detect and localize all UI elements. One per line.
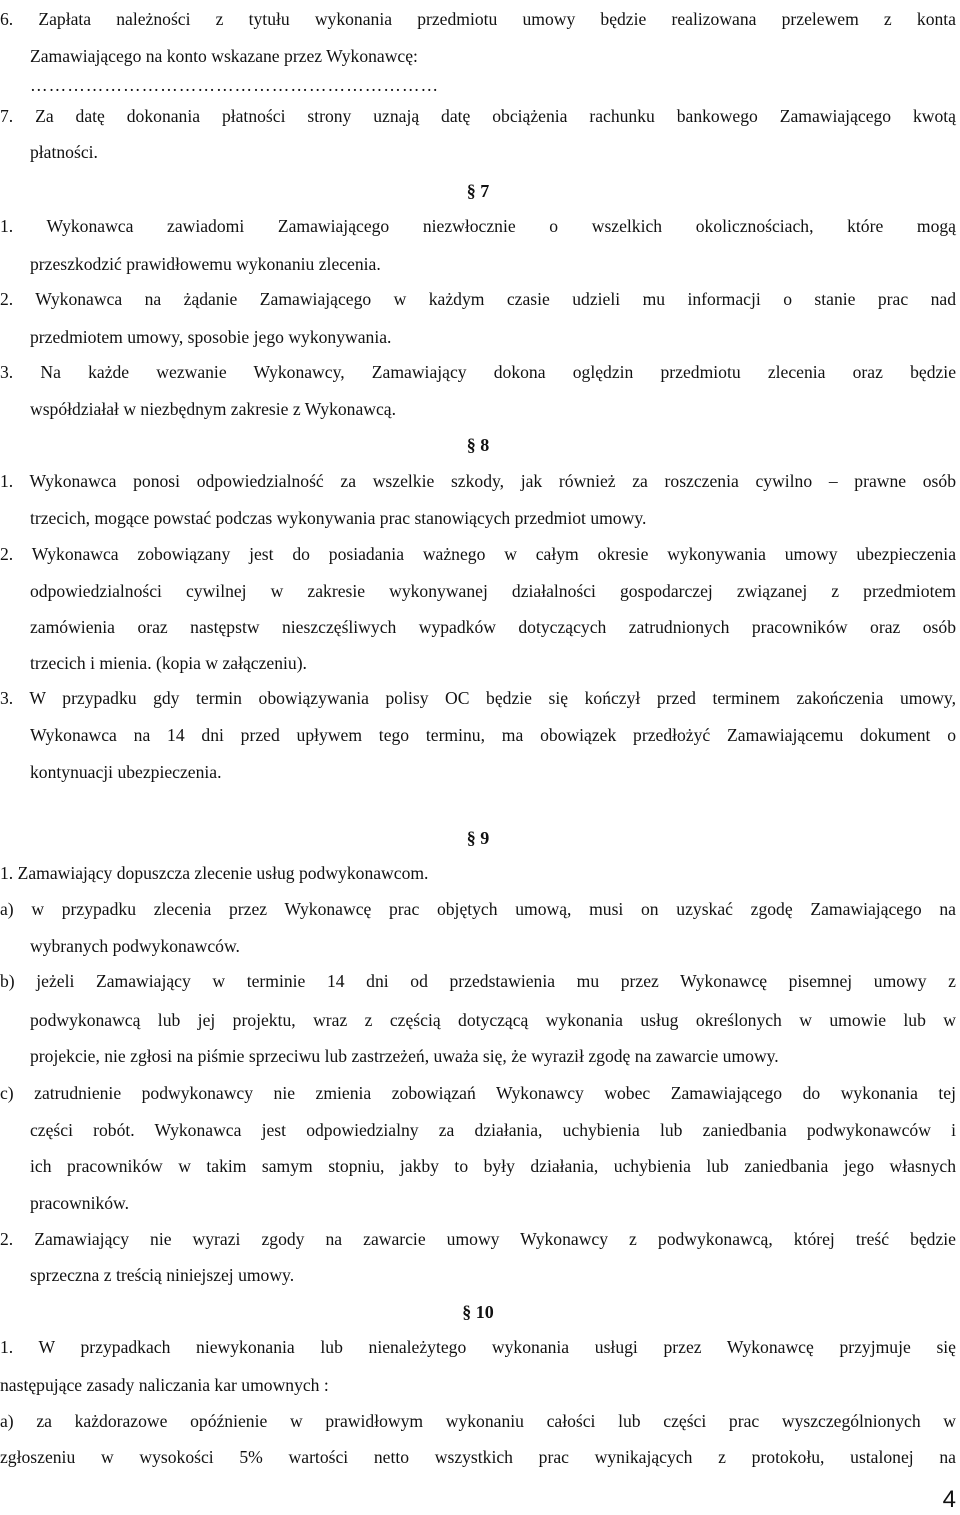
paragraph-7-line-0: 1. Wykonawca ponosi odpowiedzialność za wszelkie szkody, jak również za roszczenia cywilno – prawne osób xyxy=(0,471,956,491)
paragraph-8-line-1: odpowiedzialności cywilnej w zakresie wykonywanej działalności gospodarczej związanej z przedmiotem xyxy=(30,581,956,601)
paragraph-1-line-0: 7. Za datę dokonania płatności strony uznają datę obciążenia rachunku bankowego Zamawiającego kwotą xyxy=(0,106,956,126)
paragraph-4-line-1: przedmiotem umowy, sposobie jego wykonywania. xyxy=(30,327,392,347)
paragraph-14-line-0: c) zatrudnienie podwykonawcy nie zmienia zobowiązań Wykonawcy wobec Zamawiającego do wykonania tej xyxy=(0,1083,956,1103)
paragraph-15-line-1: sprzeczna z treścią niniejszej umowy. xyxy=(30,1265,295,1285)
paragraph-8-line-2: zamówienia oraz następstw nieszczęśliwych wypadków dotyczących zatrudnionych pracowników oraz osób xyxy=(30,617,956,637)
paragraph-12-line-1: wybranych podwykonawców. xyxy=(30,936,240,956)
paragraph-0-line-1: Zamawiającego na konto wskazane przez Wykonawcę: xyxy=(30,46,418,66)
paragraph-3-line-1: przeszkodzić prawidłowemu wykonaniu zlecenia. xyxy=(30,254,381,274)
paragraph-18-line-0: a) za każdorazowe opóźnienie w prawidłowym wykonaniu całości lub części prac wyszczególnionych w xyxy=(0,1411,956,1431)
paragraph-5-line-0: 3. Na każde wezwanie Wykonawcy, Zamawiający dokona oględzin przedmiotu zlecenia oraz będzie xyxy=(0,362,956,382)
paragraph-0-line-2: ………………………………………………………… xyxy=(30,75,440,95)
paragraph-12-line-0: a) w przypadku zlecenia przez Wykonawcę prac objętych umową, musi on uzyskać zgodę Zamawiającego na xyxy=(0,899,956,919)
paragraph-11-line-0: 1. Zamawiający dopuszcza zlecenie usług podwykonawcom. xyxy=(0,863,429,883)
paragraph-13-line-1: podwykonawcą lub jej projektu, wraz z częścią dotyczącą wykonania usług określonych w umowie lub w xyxy=(30,1010,956,1030)
paragraph-5-line-1: współdziałał w niezbędnym zakresie z Wykonawcą. xyxy=(30,399,396,419)
paragraph-13-line-2: projekcie, nie zgłosi na piśmie sprzeciwu lub zastrzeżeń, uważa się, że wyraził zgodę na zawarcie umowy. xyxy=(30,1046,779,1066)
paragraph-4-line-0: 2. Wykonawca na żądanie Zamawiającego w każdym czasie udzieli mu informacji o stanie prac nad xyxy=(0,289,956,309)
paragraph-8-line-3: trzecich i mienia. (kopia w załączeniu). xyxy=(30,653,307,673)
paragraph-18-line-1: zgłoszeniu w wysokości 5% wartości netto wszystkich prac wynikających z protokołu, ustalonej na xyxy=(0,1447,956,1467)
paragraph-8-line-0: 2. Wykonawca zobowiązany jest do posiadania ważnego w całym okresie wykonywania umowy ubezpieczenia xyxy=(0,544,956,564)
page-number: 4 xyxy=(942,1486,956,1513)
paragraph-9-line-0: 3. W przypadku gdy termin obowiązywania polisy OC będzie się kończył przed terminem zakończenia umowy, xyxy=(0,688,956,708)
paragraph-9-line-1: Wykonawca na 14 dni przed upływem tego terminu, ma obowiązek przedłożyć Zamawiającemu dokument o xyxy=(30,725,956,745)
paragraph-9-line-2: kontynuacji ubezpieczenia. xyxy=(30,762,222,782)
section-10-heading: § 10 xyxy=(462,1302,494,1322)
paragraph-1-line-1: płatności. xyxy=(30,142,98,162)
paragraph-14-line-2: ich pracowników w takim samym stopniu, jakby to były działania, uchybienia lub zaniedbania jego własnych xyxy=(30,1156,956,1176)
paragraph-13-line-0: b) jeżeli Zamawiający w terminie 14 dni od przedstawienia mu przez Wykonawcę pisemnej umowy z xyxy=(0,971,956,991)
paragraph-17-line-1: następujące zasady naliczania kar umownych : xyxy=(0,1375,329,1395)
paragraph-3-line-0: 1. Wykonawca zawiadomi Zamawiającego niezwłocznie o wszelkich okolicznościach, które mogą xyxy=(0,216,956,236)
paragraph-17-line-0: 1. W przypadkach niewykonania lub nienależytego wykonania usługi przez Wykonawcę przyjmuje się xyxy=(0,1337,956,1357)
section-9-heading: § 9 xyxy=(466,828,490,848)
paragraph-7-line-1: trzecich, mogące powstać podczas wykonywania prac stanowiących przedmiot umowy. xyxy=(30,508,647,528)
paragraph-0-line-0: 6. Zapłata należności z tytułu wykonania przedmiotu umowy będzie realizowana przelewem z konta xyxy=(0,9,956,29)
section-7-heading: § 7 xyxy=(466,181,490,201)
paragraph-14-line-1: części robót. Wykonawca jest odpowiedzialny za działania, uchybienia lub zaniedbania podwykonawców i xyxy=(30,1120,956,1140)
paragraph-15-line-0: 2. Zamawiający nie wyrazi zgody na zawarcie umowy Wykonawcy z podwykonawcą, której treść będzie xyxy=(0,1229,956,1249)
paragraph-14-line-3: pracowników. xyxy=(30,1193,130,1213)
section-8-heading: § 8 xyxy=(466,435,490,455)
